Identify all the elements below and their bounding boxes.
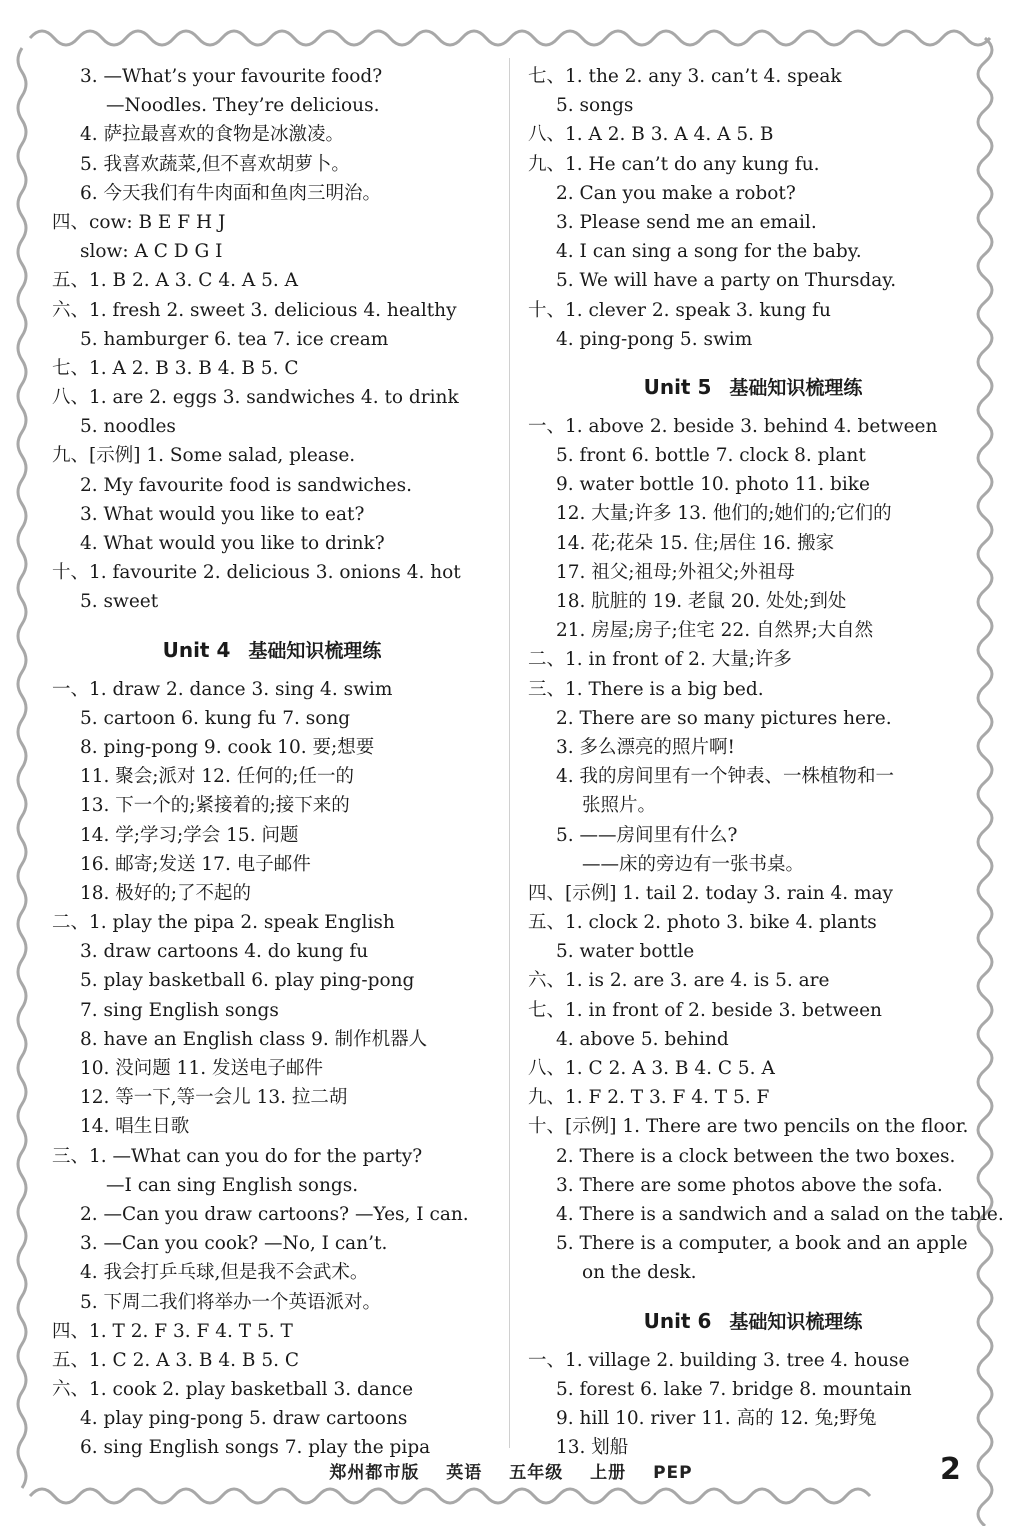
answer-line: 六、1. fresh 2. sweet 3. delicious 4. healthy bbox=[52, 299, 457, 321]
answer-line: 18. 肮脏的 19. 老鼠 20. 处处;到处 bbox=[556, 591, 847, 612]
answer-line: 九、1. F 2. T 3. F 4. T 5. F bbox=[528, 1087, 770, 1109]
answer-line: 5. play basketball 6. play ping-pong bbox=[80, 970, 415, 992]
answer-line: 5. sweet bbox=[80, 591, 159, 613]
answer-line: 4. above 5. behind bbox=[556, 1028, 729, 1050]
answer-line: 2. There is a clock between the two boxes. bbox=[556, 1145, 956, 1167]
answer-line: 3. —Can you cook? —No, I can’t. bbox=[80, 1233, 388, 1255]
answer-line: 14. 唱生日歌 bbox=[80, 1116, 190, 1138]
footer-volume: 上册 bbox=[590, 1463, 627, 1483]
answer-line: 三、1. —What can you do for the party? bbox=[52, 1145, 423, 1167]
answer-line: 五、1. B 2. A 3. C 4. A 5. A bbox=[52, 270, 299, 292]
answer-line: ——床的旁边有一张书桌。 bbox=[582, 853, 805, 875]
answer-line: 十、1. favourite 2. delicious 3. onions 4. hot bbox=[52, 562, 461, 584]
answer-line: 13. 划船 bbox=[556, 1437, 629, 1459]
answer-line: 4. 我会打乒乓球,但是我不会武术。 bbox=[80, 1262, 369, 1284]
answer-line: 2. Can you make a robot? bbox=[556, 182, 796, 204]
answer-line: 17. 祖父;祖母;外祖父;外祖母 bbox=[556, 561, 796, 583]
answer-line: 5. We will have a party on Thursday. bbox=[556, 270, 897, 292]
answer-line: 9. hill 10. river 11. 高的 12. 兔;野兔 bbox=[556, 1407, 877, 1429]
answer-line: 八、1. C 2. A 3. B 4. C 5. A bbox=[528, 1058, 775, 1079]
unit-title: 基础知识梳理练 bbox=[248, 639, 382, 662]
unit-heading bbox=[528, 354, 978, 412]
answer-line: 3. draw cartoons 4. do kung fu bbox=[80, 941, 369, 963]
answer-line: 7. sing English songs bbox=[80, 999, 279, 1021]
answer-line: 12. 等一下,等一会儿 13. 拉二胡 bbox=[80, 1087, 348, 1109]
answer-line: 8. ping-pong 9. cook 10. 要;想要 bbox=[80, 736, 375, 758]
answer-line: 5. front 6. bottle 7. clock 8. plant bbox=[556, 445, 866, 467]
answer-line: 十、1. clever 2. speak 3. kung fu bbox=[528, 299, 831, 321]
answer-line: 6. sing English songs 7. play the pipa bbox=[80, 1437, 431, 1459]
answer-line: 五、1. clock 2. photo 3. bike 4. plants bbox=[528, 912, 877, 934]
answer-line: 3. 多么漂亮的照片啊! bbox=[556, 736, 735, 758]
footer-grade: 五年级 bbox=[509, 1463, 564, 1483]
answer-line: 10. 没问题 11. 发送电子邮件 bbox=[80, 1058, 323, 1079]
footer-subject: 英语 bbox=[446, 1463, 483, 1483]
answer-line: 4. What would you like to drink? bbox=[80, 533, 385, 554]
answer-line: 9. water bottle 10. photo 11. bike bbox=[556, 474, 870, 496]
unit-label: Unit 5 bbox=[643, 374, 712, 399]
answer-line: 4. 我的房间里有一个钟表、一株植物和一 bbox=[556, 766, 895, 788]
unit-heading bbox=[52, 617, 492, 675]
answer-line: 3. Please send me an email. bbox=[556, 211, 817, 233]
answer-line: 十、[示例] 1. There are two pencils on the floor. bbox=[528, 1116, 969, 1138]
answer-line: 3. —What’s your favourite food? bbox=[80, 66, 383, 87]
answer-line: —I can sing English songs. bbox=[106, 1174, 359, 1196]
answer-line: 3. What would you like to eat? bbox=[80, 503, 365, 525]
column-divider bbox=[509, 58, 510, 1448]
answer-line: 5. hamburger 6. tea 7. ice cream bbox=[80, 328, 389, 350]
answer-line: 四、cow: B E F H J bbox=[52, 211, 226, 233]
answer-line: 4. play ping-pong 5. draw cartoons bbox=[80, 1408, 408, 1430]
page-footer bbox=[0, 1458, 1022, 1488]
answer-line: 七、1. in front of 2. beside 3. between bbox=[528, 999, 882, 1021]
answer-line: slow: A C D G I bbox=[80, 241, 223, 263]
answer-line: 11. 聚会;派对 12. 任何的;任一的 bbox=[80, 766, 354, 788]
answer-line: 4. ping-pong 5. swim bbox=[556, 328, 753, 350]
answer-line: 14. 学;学习;学会 15. 问题 bbox=[80, 824, 299, 846]
answer-line: 2. My favourite food is sandwiches. bbox=[80, 474, 412, 496]
answer-line: 2. There are so many pictures here. bbox=[556, 707, 892, 729]
answer-line: 16. 邮寄;发送 17. 电子邮件 bbox=[80, 853, 311, 875]
answer-line: 一、1. above 2. beside 3. behind 4. between bbox=[528, 415, 938, 437]
answer-line: 2. —Can you draw cartoons? —Yes, I can. bbox=[80, 1203, 469, 1225]
answer-line: 五、1. C 2. A 3. B 4. B 5. C bbox=[52, 1349, 300, 1371]
answer-line: 九、1. He can’t do any kung fu. bbox=[528, 153, 820, 175]
answer-line: 5. water bottle bbox=[556, 941, 695, 963]
unit-label: Unit 6 bbox=[643, 1308, 712, 1333]
unit-label: Unit 4 bbox=[162, 637, 231, 662]
answer-line: 四、[示例] 1. tail 2. today 3. rain 4. may bbox=[528, 882, 894, 904]
answer-line: 4. I can sing a song for the baby. bbox=[556, 241, 862, 263]
answer-line: 二、1. play the pipa 2. speak English bbox=[52, 912, 395, 934]
unit-title: 基础知识梳理练 bbox=[729, 376, 863, 399]
answer-line: 18. 极好的;了不起的 bbox=[80, 882, 252, 904]
page-number: 2 bbox=[940, 1452, 961, 1487]
answer-line: 六、1. is 2. are 3. are 4. is 5. are bbox=[528, 970, 830, 992]
unit-title: 基础知识梳理练 bbox=[729, 1310, 863, 1333]
answer-line: 一、1. draw 2. dance 3. sing 4. swim bbox=[52, 678, 393, 700]
answer-line: 张照片。 bbox=[582, 795, 657, 817]
answer-line: 12. 大量;许多 13. 他们的;她们的;它们的 bbox=[556, 503, 892, 525]
unit-heading bbox=[528, 1288, 978, 1346]
answer-line: on the desk. bbox=[582, 1262, 697, 1284]
answer-line: 5. songs bbox=[556, 95, 634, 117]
answer-line: 21. 房屋;房子;住宅 22. 自然界;大自然 bbox=[556, 620, 874, 642]
answer-line: 5. forest 6. lake 7. bridge 8. mountain bbox=[556, 1378, 912, 1400]
answer-line: 8. have an English class 9. 制作机器人 bbox=[80, 1028, 428, 1050]
answer-line: 九、[示例] 1. Some salad, please. bbox=[52, 445, 356, 467]
answer-line: 4. 萨拉最喜欢的食物是冰激凌。 bbox=[80, 124, 345, 146]
answer-line: 七、1. A 2. B 3. B 4. B 5. C bbox=[52, 357, 299, 379]
answer-line: 13. 下一个的;紧接着的;接下来的 bbox=[80, 795, 350, 817]
answer-line: 4. There is a sandwich and a salad on the table. bbox=[556, 1203, 1004, 1225]
answer-line: 5. There is a computer, a book and an apple bbox=[556, 1233, 968, 1255]
answer-line: 6. 今天我们有牛肉面和鱼肉三明治。 bbox=[80, 182, 382, 204]
answer-line: 3. There are some photos above the sofa. bbox=[556, 1174, 943, 1196]
left-answer-column bbox=[52, 62, 492, 1463]
answer-line: 四、1. T 2. F 3. F 4. T 5. T bbox=[52, 1320, 293, 1342]
answer-line: 三、1. There is a big bed. bbox=[528, 678, 764, 700]
answer-line: 5. 我喜欢蔬菜,但不喜欢胡萝卜。 bbox=[80, 153, 350, 175]
answer-line: 5. 下周二我们将举办一个英语派对。 bbox=[80, 1291, 382, 1313]
answer-line: 八、1. A 2. B 3. A 4. A 5. B bbox=[528, 124, 774, 146]
answer-line: 七、1. the 2. any 3. can’t 4. speak bbox=[528, 66, 842, 87]
answer-line: 14. 花;花朵 15. 住;居住 16. 搬家 bbox=[556, 532, 835, 554]
answer-line: 5. cartoon 6. kung fu 7. song bbox=[80, 707, 351, 729]
answer-line: —Noodles. They’re delicious. bbox=[106, 95, 380, 117]
answer-line: 一、1. village 2. building 3. tree 4. house bbox=[528, 1349, 910, 1371]
footer-publisher: PEP bbox=[653, 1463, 693, 1483]
answer-line: 5. ——房间里有什么? bbox=[556, 824, 738, 846]
answer-line: 六、1. cook 2. play basketball 3. dance bbox=[52, 1379, 414, 1401]
answer-line: 5. noodles bbox=[80, 416, 176, 438]
answer-line: 八、1. are 2. eggs 3. sandwiches 4. to drink bbox=[52, 387, 459, 409]
answer-line: 二、1. in front of 2. 大量;许多 bbox=[528, 649, 792, 671]
footer-edition: 郑州都市版 bbox=[329, 1463, 420, 1483]
right-answer-column bbox=[528, 62, 1004, 1462]
